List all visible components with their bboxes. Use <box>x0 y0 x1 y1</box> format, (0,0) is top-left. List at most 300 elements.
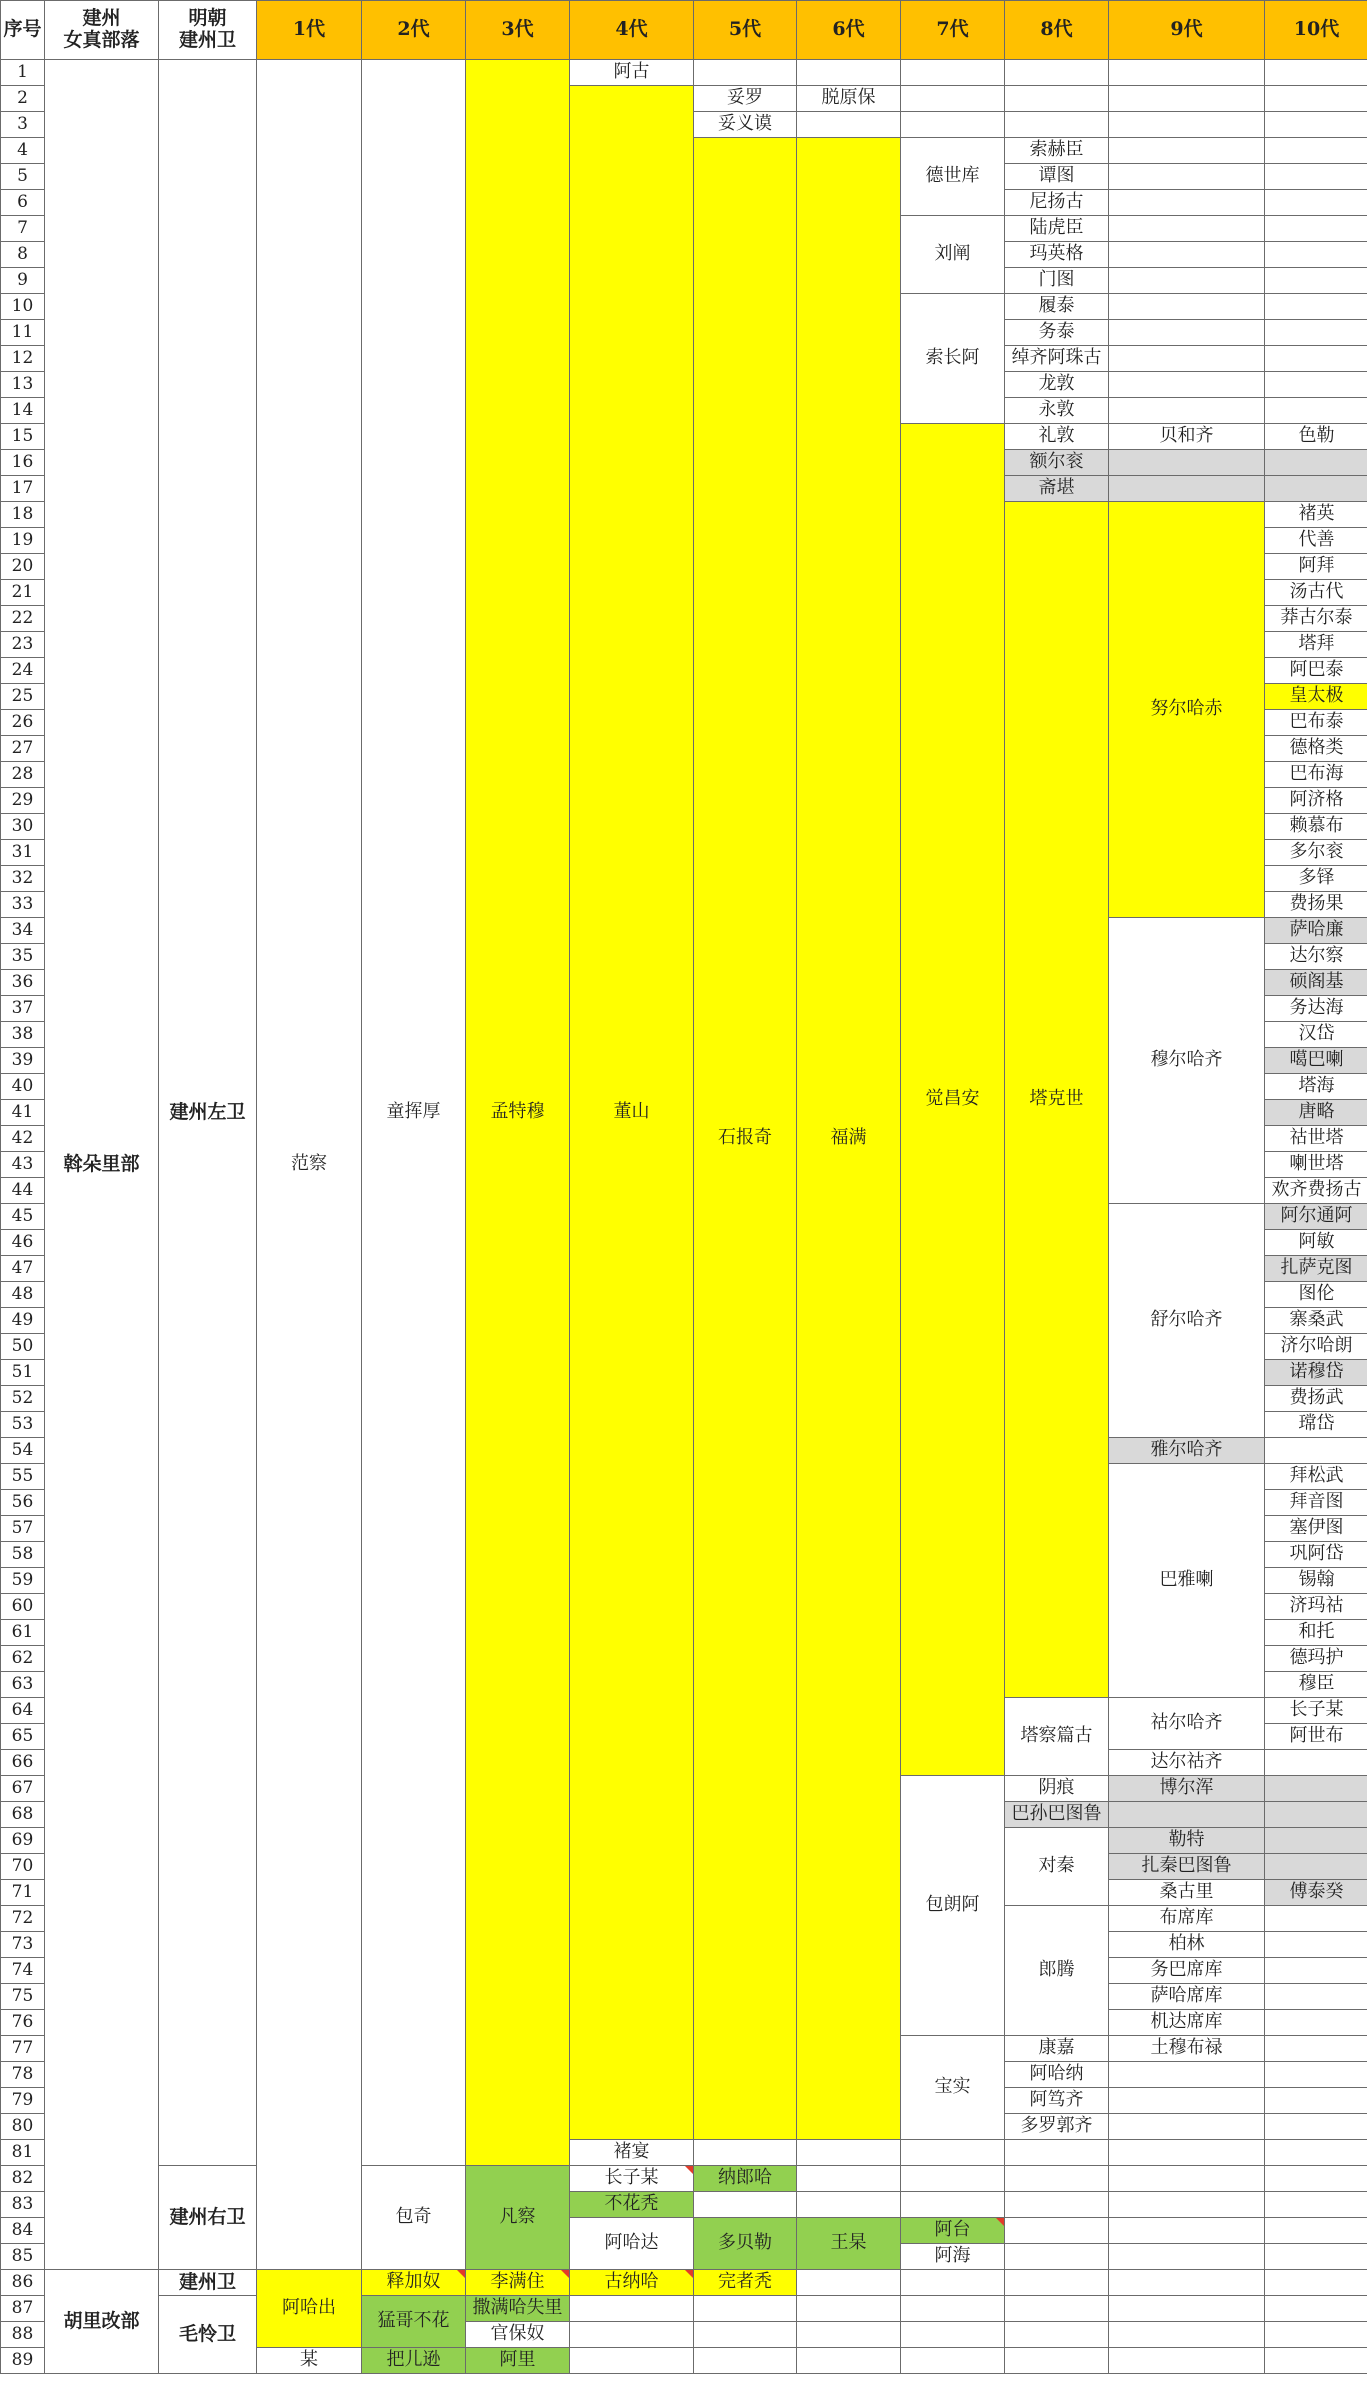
person-cell[interactable]: 觉昌安 <box>901 424 1005 1776</box>
person-cell[interactable]: 塔克世 <box>1005 502 1109 1698</box>
row-number[interactable]: 31 <box>1 840 45 866</box>
row-number[interactable]: 75 <box>1 1984 45 2010</box>
person-cell[interactable]: 把儿逊 <box>362 2348 466 2374</box>
row-number[interactable]: 18 <box>1 502 45 528</box>
empty-cell[interactable] <box>694 2296 797 2322</box>
person-cell[interactable]: 萨哈廉 <box>1265 918 1367 944</box>
empty-cell[interactable] <box>694 2322 797 2348</box>
person-cell[interactable]: 柏林 <box>1109 1932 1265 1958</box>
person-cell[interactable]: 塔察篇古 <box>1005 1698 1109 1776</box>
row-number[interactable]: 61 <box>1 1620 45 1646</box>
empty-cell[interactable] <box>1005 2270 1109 2296</box>
person-cell[interactable]: 宝实 <box>901 2036 1005 2140</box>
empty-cell[interactable] <box>797 60 901 86</box>
empty-cell[interactable] <box>1265 1776 1367 1802</box>
person-cell[interactable]: 索长阿 <box>901 294 1005 424</box>
person-cell[interactable]: 噶巴喇 <box>1265 1048 1367 1074</box>
person-cell[interactable]: 门图 <box>1005 268 1109 294</box>
row-number[interactable]: 60 <box>1 1594 45 1620</box>
person-cell[interactable]: 努尔哈赤 <box>1109 502 1265 918</box>
empty-cell[interactable] <box>797 2322 901 2348</box>
person-cell[interactable]: 建州左卫 <box>159 60 257 2166</box>
empty-cell[interactable] <box>1109 216 1265 242</box>
person-cell[interactable]: 阿古 <box>570 60 694 86</box>
person-cell[interactable]: 土穆布禄 <box>1109 2036 1265 2062</box>
person-cell[interactable]: 褚宴 <box>570 2140 694 2166</box>
empty-cell[interactable] <box>1265 1854 1367 1880</box>
person-cell[interactable]: 巴雅喇 <box>1109 1464 1265 1698</box>
row-number[interactable]: 4 <box>1 138 45 164</box>
person-cell[interactable]: 巴布泰 <box>1265 710 1367 736</box>
header-gen-1[interactable]: 1代 <box>257 1 362 60</box>
empty-cell[interactable] <box>1109 60 1265 86</box>
row-number[interactable]: 29 <box>1 788 45 814</box>
empty-cell[interactable] <box>1109 1802 1265 1828</box>
empty-cell[interactable] <box>694 60 797 86</box>
person-cell[interactable]: 莽古尔泰 <box>1265 606 1367 632</box>
empty-cell[interactable] <box>1109 2270 1265 2296</box>
person-cell[interactable]: 汤古代 <box>1265 580 1367 606</box>
row-number[interactable]: 38 <box>1 1022 45 1048</box>
empty-cell[interactable] <box>1265 1438 1367 1464</box>
row-number[interactable]: 8 <box>1 242 45 268</box>
empty-cell[interactable] <box>1265 2348 1367 2374</box>
header-gen-8[interactable]: 8代 <box>1005 1 1109 60</box>
empty-cell[interactable] <box>1109 294 1265 320</box>
empty-cell[interactable] <box>1109 398 1265 424</box>
person-cell[interactable]: 孟特穆 <box>466 60 570 2166</box>
row-number[interactable]: 74 <box>1 1958 45 1984</box>
empty-cell[interactable] <box>1109 2114 1265 2140</box>
empty-cell[interactable] <box>1265 2218 1367 2244</box>
person-cell[interactable]: 尼扬古 <box>1005 190 1109 216</box>
empty-cell[interactable] <box>1109 450 1265 476</box>
person-cell[interactable]: 塞伊图 <box>1265 1516 1367 1542</box>
person-cell[interactable]: 阿里 <box>466 2348 570 2374</box>
header-gen-7[interactable]: 7代 <box>901 1 1005 60</box>
row-number[interactable]: 80 <box>1 2114 45 2140</box>
header-seq[interactable]: 序号 <box>1 1 45 60</box>
row-number[interactable]: 21 <box>1 580 45 606</box>
row-number[interactable]: 1 <box>1 60 45 86</box>
empty-cell[interactable] <box>1005 60 1109 86</box>
empty-cell[interactable] <box>1109 138 1265 164</box>
row-number[interactable]: 39 <box>1 1048 45 1074</box>
empty-cell[interactable] <box>1109 476 1265 502</box>
row-number[interactable]: 73 <box>1 1932 45 1958</box>
person-cell[interactable]: 妥义谟 <box>694 112 797 138</box>
empty-cell[interactable] <box>1265 112 1367 138</box>
person-cell[interactable]: 玛英格 <box>1005 242 1109 268</box>
row-number[interactable]: 66 <box>1 1750 45 1776</box>
row-number[interactable]: 28 <box>1 762 45 788</box>
person-cell[interactable]: 穆臣 <box>1265 1672 1367 1698</box>
person-cell[interactable]: 猛哥不花 <box>362 2296 466 2348</box>
row-number[interactable]: 19 <box>1 528 45 554</box>
empty-cell[interactable] <box>1005 2192 1109 2218</box>
header-gen-5[interactable]: 5代 <box>694 1 797 60</box>
person-cell[interactable]: 龙敦 <box>1005 372 1109 398</box>
person-cell[interactable]: 桑古里 <box>1109 1880 1265 1906</box>
person-cell[interactable]: 济尔哈朗 <box>1265 1334 1367 1360</box>
row-number[interactable]: 33 <box>1 892 45 918</box>
empty-cell[interactable] <box>1265 2036 1367 2062</box>
row-number[interactable]: 79 <box>1 2088 45 2114</box>
empty-cell[interactable] <box>1109 320 1265 346</box>
empty-cell[interactable] <box>1005 2322 1109 2348</box>
row-number[interactable]: 77 <box>1 2036 45 2062</box>
person-cell[interactable]: 建州卫 <box>159 2270 257 2296</box>
empty-cell[interactable] <box>1265 138 1367 164</box>
empty-cell[interactable] <box>1109 346 1265 372</box>
empty-cell[interactable] <box>1265 1984 1367 2010</box>
person-cell[interactable]: 阿世布 <box>1265 1724 1367 1750</box>
header-gen-6[interactable]: 6代 <box>797 1 901 60</box>
row-number[interactable]: 41 <box>1 1100 45 1126</box>
row-number[interactable]: 83 <box>1 2192 45 2218</box>
row-number[interactable]: 63 <box>1 1672 45 1698</box>
person-cell[interactable]: 巴布海 <box>1265 762 1367 788</box>
person-cell[interactable]: 多尔衮 <box>1265 840 1367 866</box>
row-number[interactable]: 22 <box>1 606 45 632</box>
row-number[interactable]: 14 <box>1 398 45 424</box>
empty-cell[interactable] <box>901 60 1005 86</box>
person-cell[interactable]: 图伦 <box>1265 1282 1367 1308</box>
row-number[interactable]: 70 <box>1 1854 45 1880</box>
empty-cell[interactable] <box>901 2296 1005 2322</box>
person-cell[interactable]: 巩阿岱 <box>1265 1542 1367 1568</box>
person-cell[interactable]: 范察 <box>257 60 362 2270</box>
row-number[interactable]: 78 <box>1 2062 45 2088</box>
header-wei[interactable]: 明朝 建州卫 <box>159 1 257 60</box>
row-number[interactable]: 53 <box>1 1412 45 1438</box>
empty-cell[interactable] <box>797 2296 901 2322</box>
person-cell[interactable]: 德玛护 <box>1265 1646 1367 1672</box>
row-number[interactable]: 47 <box>1 1256 45 1282</box>
row-number[interactable]: 58 <box>1 1542 45 1568</box>
empty-cell[interactable] <box>1265 2322 1367 2348</box>
person-cell[interactable]: 某 <box>257 2348 362 2374</box>
empty-cell[interactable] <box>1265 398 1367 424</box>
empty-cell[interactable] <box>694 2348 797 2374</box>
row-number[interactable]: 35 <box>1 944 45 970</box>
row-number[interactable]: 71 <box>1 1880 45 1906</box>
empty-cell[interactable] <box>1109 190 1265 216</box>
person-cell[interactable]: 包朗阿 <box>901 1776 1005 2036</box>
row-number[interactable]: 24 <box>1 658 45 684</box>
header-gen-9[interactable]: 9代 <box>1109 1 1265 60</box>
row-number[interactable]: 13 <box>1 372 45 398</box>
empty-cell[interactable] <box>1265 1750 1367 1776</box>
row-number[interactable]: 27 <box>1 736 45 762</box>
empty-cell[interactable] <box>901 2270 1005 2296</box>
empty-cell[interactable] <box>901 112 1005 138</box>
header-gen-2[interactable]: 2代 <box>362 1 466 60</box>
person-cell[interactable]: 扎秦巴图鲁 <box>1109 1854 1265 1880</box>
row-number[interactable]: 10 <box>1 294 45 320</box>
row-number[interactable]: 89 <box>1 2348 45 2374</box>
empty-cell[interactable] <box>797 112 901 138</box>
row-number[interactable]: 86 <box>1 2270 45 2296</box>
row-number[interactable]: 5 <box>1 164 45 190</box>
person-cell[interactable]: 多铎 <box>1265 866 1367 892</box>
row-number[interactable]: 48 <box>1 1282 45 1308</box>
row-number[interactable]: 40 <box>1 1074 45 1100</box>
person-cell[interactable]: 锡翰 <box>1265 1568 1367 1594</box>
person-cell[interactable]: 建州右卫 <box>159 2166 257 2270</box>
empty-cell[interactable] <box>901 2348 1005 2374</box>
person-cell[interactable]: 阴痕 <box>1005 1776 1109 1802</box>
row-number[interactable]: 30 <box>1 814 45 840</box>
row-number[interactable]: 25 <box>1 684 45 710</box>
person-cell[interactable]: 巴孙巴图鲁 <box>1005 1802 1109 1828</box>
empty-cell[interactable] <box>1265 2296 1367 2322</box>
empty-cell[interactable] <box>901 86 1005 112</box>
person-cell[interactable]: 礼敦 <box>1005 424 1109 450</box>
person-cell[interactable]: 务达海 <box>1265 996 1367 1022</box>
empty-cell[interactable] <box>1109 2140 1265 2166</box>
row-number[interactable]: 16 <box>1 450 45 476</box>
row-number[interactable]: 68 <box>1 1802 45 1828</box>
empty-cell[interactable] <box>901 2322 1005 2348</box>
empty-cell[interactable] <box>1265 216 1367 242</box>
person-cell[interactable]: 赖慕布 <box>1265 814 1367 840</box>
person-cell[interactable]: 德世库 <box>901 138 1005 216</box>
empty-cell[interactable] <box>1265 1932 1367 1958</box>
person-cell[interactable]: 色勒 <box>1265 424 1367 450</box>
empty-cell[interactable] <box>797 2270 901 2296</box>
empty-cell[interactable] <box>1265 268 1367 294</box>
empty-cell[interactable] <box>1265 372 1367 398</box>
empty-cell[interactable] <box>797 2348 901 2374</box>
row-number[interactable]: 59 <box>1 1568 45 1594</box>
row-number[interactable]: 51 <box>1 1360 45 1386</box>
person-cell[interactable]: 布席库 <box>1109 1906 1265 1932</box>
person-cell[interactable]: 妥罗 <box>694 86 797 112</box>
person-cell[interactable]: 脱原保 <box>797 86 901 112</box>
person-cell[interactable]: 唐略 <box>1265 1100 1367 1126</box>
empty-cell[interactable] <box>1265 2270 1367 2296</box>
row-number[interactable]: 17 <box>1 476 45 502</box>
row-number[interactable]: 76 <box>1 2010 45 2036</box>
header-gen-4[interactable]: 4代 <box>570 1 694 60</box>
person-cell[interactable]: 硕阁基 <box>1265 970 1367 996</box>
empty-cell[interactable] <box>1109 2088 1265 2114</box>
person-cell[interactable]: 费扬武 <box>1265 1386 1367 1412</box>
row-number[interactable]: 87 <box>1 2296 45 2322</box>
person-cell[interactable]: 阿巴泰 <box>1265 658 1367 684</box>
person-cell[interactable]: 谭图 <box>1005 164 1109 190</box>
header-gen-3[interactable]: 3代 <box>466 1 570 60</box>
person-cell[interactable]: 拜音图 <box>1265 1490 1367 1516</box>
person-cell[interactable]: 德格类 <box>1265 736 1367 762</box>
person-cell[interactable]: 索赫臣 <box>1005 138 1109 164</box>
row-number[interactable]: 54 <box>1 1438 45 1464</box>
empty-cell[interactable] <box>901 2140 1005 2166</box>
empty-cell[interactable] <box>1109 2166 1265 2192</box>
row-number[interactable]: 85 <box>1 2244 45 2270</box>
person-cell[interactable]: 长子某 <box>1265 1698 1367 1724</box>
person-cell[interactable]: 务巴席库 <box>1109 1958 1265 1984</box>
person-cell[interactable]: 董山 <box>570 86 694 2140</box>
row-number[interactable]: 3 <box>1 112 45 138</box>
empty-cell[interactable] <box>1265 450 1367 476</box>
row-number[interactable]: 32 <box>1 866 45 892</box>
empty-cell[interactable] <box>694 2140 797 2166</box>
empty-cell[interactable] <box>1109 164 1265 190</box>
person-cell[interactable]: 萨哈席库 <box>1109 1984 1265 2010</box>
person-cell[interactable]: 代善 <box>1265 528 1367 554</box>
row-number[interactable]: 82 <box>1 2166 45 2192</box>
row-number[interactable]: 62 <box>1 1646 45 1672</box>
row-number[interactable]: 11 <box>1 320 45 346</box>
person-cell[interactable]: 塔海 <box>1265 1074 1367 1100</box>
row-number[interactable]: 55 <box>1 1464 45 1490</box>
empty-cell[interactable] <box>570 2348 694 2374</box>
empty-cell[interactable] <box>1109 2348 1265 2374</box>
person-cell[interactable]: 机达席库 <box>1109 2010 1265 2036</box>
empty-cell[interactable] <box>570 2322 694 2348</box>
person-cell[interactable]: 石报奇 <box>694 138 797 2140</box>
row-number[interactable]: 57 <box>1 1516 45 1542</box>
person-cell[interactable]: 刘阐 <box>901 216 1005 294</box>
row-number[interactable]: 37 <box>1 996 45 1022</box>
person-cell[interactable]: 不花秃 <box>570 2192 694 2218</box>
row-number[interactable]: 65 <box>1 1724 45 1750</box>
empty-cell[interactable] <box>1265 2166 1367 2192</box>
person-cell[interactable]: 褚英 <box>1265 502 1367 528</box>
person-cell[interactable]: 郎腾 <box>1005 1906 1109 2036</box>
person-cell[interactable]: 欢齐费扬古 <box>1265 1178 1367 1204</box>
person-cell[interactable]: 官保奴 <box>466 2322 570 2348</box>
empty-cell[interactable] <box>1109 2062 1265 2088</box>
person-cell[interactable]: 勒特 <box>1109 1828 1265 1854</box>
empty-cell[interactable] <box>1265 1906 1367 1932</box>
person-cell[interactable]: 撒满哈失里 <box>466 2296 570 2322</box>
empty-cell[interactable] <box>1005 2166 1109 2192</box>
person-cell[interactable]: 阿哈达 <box>570 2218 694 2270</box>
person-cell[interactable]: 博尔浑 <box>1109 1776 1265 1802</box>
empty-cell[interactable] <box>1265 294 1367 320</box>
person-cell[interactable]: 阿笃齐 <box>1005 2088 1109 2114</box>
person-cell[interactable]: 阿海 <box>901 2244 1005 2270</box>
row-number[interactable]: 15 <box>1 424 45 450</box>
row-number[interactable]: 7 <box>1 216 45 242</box>
empty-cell[interactable] <box>1005 86 1109 112</box>
person-cell[interactable]: 和托 <box>1265 1620 1367 1646</box>
empty-cell[interactable] <box>1109 2218 1265 2244</box>
person-cell[interactable]: 绰齐阿珠古 <box>1005 346 1109 372</box>
person-cell[interactable]: 多贝勒 <box>694 2218 797 2270</box>
person-cell[interactable]: 康嘉 <box>1005 2036 1109 2062</box>
person-cell[interactable]: 凡察 <box>466 2166 570 2270</box>
person-cell[interactable]: 阿台 <box>901 2218 1005 2244</box>
empty-cell[interactable] <box>1265 2244 1367 2270</box>
empty-cell[interactable] <box>1109 2192 1265 2218</box>
person-cell[interactable]: 舒尔哈齐 <box>1109 1204 1265 1438</box>
person-cell[interactable]: 拜松武 <box>1265 1464 1367 1490</box>
person-cell[interactable]: 阿拜 <box>1265 554 1367 580</box>
person-cell[interactable]: 扎萨克图 <box>1265 1256 1367 1282</box>
person-cell[interactable]: 李满住 <box>466 2270 570 2296</box>
row-number[interactable]: 26 <box>1 710 45 736</box>
empty-cell[interactable] <box>1109 2322 1265 2348</box>
empty-cell[interactable] <box>1109 242 1265 268</box>
person-cell[interactable]: 毛怜卫 <box>159 2296 257 2374</box>
row-number[interactable]: 43 <box>1 1152 45 1178</box>
person-cell[interactable]: 傅泰癸 <box>1265 1880 1367 1906</box>
person-cell[interactable]: 阿敏 <box>1265 1230 1367 1256</box>
person-cell[interactable]: 瑺岱 <box>1265 1412 1367 1438</box>
row-number[interactable]: 2 <box>1 86 45 112</box>
row-number[interactable]: 9 <box>1 268 45 294</box>
row-number[interactable]: 49 <box>1 1308 45 1334</box>
empty-cell[interactable] <box>1109 86 1265 112</box>
person-cell[interactable]: 斋堪 <box>1005 476 1109 502</box>
row-number[interactable]: 88 <box>1 2322 45 2348</box>
empty-cell[interactable] <box>1005 2244 1109 2270</box>
person-cell[interactable]: 陆虎臣 <box>1005 216 1109 242</box>
empty-cell[interactable] <box>1265 2140 1367 2166</box>
row-number[interactable]: 72 <box>1 1906 45 1932</box>
person-cell[interactable]: 释加奴 <box>362 2270 466 2296</box>
empty-cell[interactable] <box>1005 2218 1109 2244</box>
person-cell[interactable]: 汉岱 <box>1265 1022 1367 1048</box>
person-cell[interactable]: 雅尔哈齐 <box>1109 1438 1265 1464</box>
person-cell[interactable]: 多罗郭齐 <box>1005 2114 1109 2140</box>
row-number[interactable]: 36 <box>1 970 45 996</box>
person-cell[interactable]: 贝和齐 <box>1109 424 1265 450</box>
person-cell[interactable]: 务泰 <box>1005 320 1109 346</box>
empty-cell[interactable] <box>1265 190 1367 216</box>
empty-cell[interactable] <box>1005 112 1109 138</box>
empty-cell[interactable] <box>570 2296 694 2322</box>
empty-cell[interactable] <box>1265 1828 1367 1854</box>
person-cell[interactable]: 胡里改部 <box>45 2270 159 2374</box>
row-number[interactable]: 50 <box>1 1334 45 1360</box>
empty-cell[interactable] <box>1265 2062 1367 2088</box>
person-cell[interactable]: 喇世塔 <box>1265 1152 1367 1178</box>
empty-cell[interactable] <box>1005 2140 1109 2166</box>
header-tribe[interactable]: 建州 女真部落 <box>45 1 159 60</box>
row-number[interactable]: 67 <box>1 1776 45 1802</box>
person-cell[interactable]: 额尔衮 <box>1005 450 1109 476</box>
empty-cell[interactable] <box>1265 2088 1367 2114</box>
person-cell[interactable]: 福满 <box>797 138 901 2140</box>
empty-cell[interactable] <box>1109 268 1265 294</box>
person-cell[interactable]: 古纳哈 <box>570 2270 694 2296</box>
person-cell[interactable]: 阿哈出 <box>257 2270 362 2348</box>
person-cell[interactable]: 履泰 <box>1005 294 1109 320</box>
row-number[interactable]: 64 <box>1 1698 45 1724</box>
person-cell[interactable]: 永敦 <box>1005 398 1109 424</box>
empty-cell[interactable] <box>797 2140 901 2166</box>
person-cell[interactable]: 阿哈纳 <box>1005 2062 1109 2088</box>
person-cell[interactable]: 塔拜 <box>1265 632 1367 658</box>
empty-cell[interactable] <box>1265 86 1367 112</box>
row-number[interactable]: 20 <box>1 554 45 580</box>
row-number[interactable]: 44 <box>1 1178 45 1204</box>
empty-cell[interactable] <box>1005 2296 1109 2322</box>
empty-cell[interactable] <box>1265 346 1367 372</box>
empty-cell[interactable] <box>797 2192 901 2218</box>
person-cell[interactable]: 诺穆岱 <box>1265 1360 1367 1386</box>
person-cell[interactable]: 穆尔哈齐 <box>1109 918 1265 1204</box>
row-number[interactable]: 45 <box>1 1204 45 1230</box>
person-cell[interactable]: 祜世塔 <box>1265 1126 1367 1152</box>
person-cell[interactable]: 长子某 <box>570 2166 694 2192</box>
person-cell[interactable]: 阿济格 <box>1265 788 1367 814</box>
